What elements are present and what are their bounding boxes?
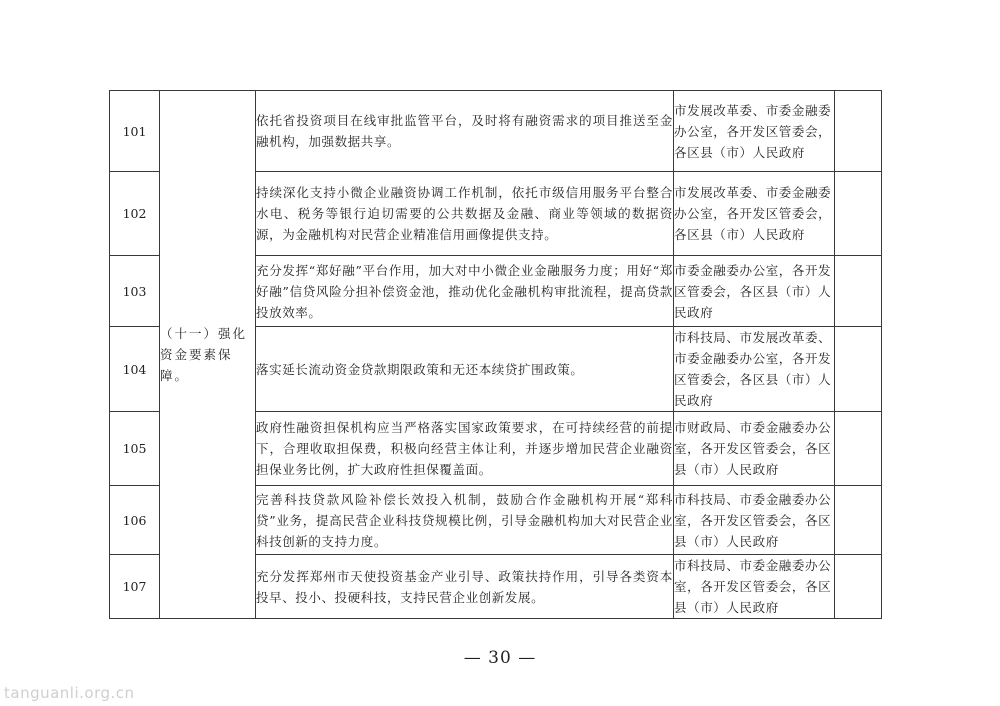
department-cell: 市委金融委办公室，各开发区管委会，各区县（市）人民政府 (674, 256, 835, 327)
task-cell: 完善科技贷款风险补偿长效投入机制，鼓励合作金融机构开展“郑科贷”业务，提高民营企业科技贷规模比例，引导金融机构加大对民营企业科技创新的支持力度。 (256, 486, 674, 555)
row-number: 101 (110, 91, 160, 172)
task-cell: 落实延长流动资金贷款期限政策和无还本续贷扩围政策。 (256, 327, 674, 412)
row-number: 102 (110, 172, 160, 256)
task-cell: 充分发挥郑州市天使投资基金产业引导、政策扶持作用，引导各类资本投早、投小、投硬科技，支持民营企业创新发展。 (256, 555, 674, 619)
page-number: — 30 — (463, 648, 537, 668)
watermark: tanguanli.org.cn (4, 684, 135, 702)
department-cell: 市发展改革委、市委金融委办公室，各开发区管委会，各区县（市）人民政府 (674, 172, 835, 256)
department-cell: 市发展改革委、市委金融委办公室，各开发区管委会，各区县（市）人民政府 (674, 91, 835, 172)
policy-table (109, 90, 882, 619)
category-cell: （十一）强化资金要素保障。 (160, 91, 256, 619)
task-cell: 依托省投资项目在线审批监管平台，及时将有融资需求的项目推送至金融机构，加强数据共享。 (256, 91, 674, 172)
note-cell (835, 327, 882, 412)
note-cell (835, 172, 882, 256)
row-number: 103 (110, 256, 160, 327)
department-cell: 市科技局、市发展改革委、市委金融委办公室，各开发区管委会，各区县（市）人民政府 (674, 327, 835, 412)
row-number: 107 (110, 555, 160, 619)
row-number: 105 (110, 412, 160, 486)
task-cell: 充分发挥“郑好融”平台作用，加大对中小微企业金融服务力度；用好“郑好融”信贷风险分担补偿资金池，推动优化金融机构审批流程，提高贷款投放效率。 (256, 256, 674, 327)
table-row (110, 91, 882, 172)
task-cell: 政府性融资担保机构应当严格落实国家政策要求，在可持续经营的前提下，合理收取担保费，积极向经营主体让利，并逐步增加民营企业融资担保业务比例，扩大政府性担保覆盖面。 (256, 412, 674, 486)
department-cell: 市科技局、市委金融委办公室，各开发区管委会，各区县（市）人民政府 (674, 555, 835, 619)
note-cell (835, 412, 882, 486)
department-cell: 市财政局、市委金融委办公室，各开发区管委会，各区县（市）人民政府 (674, 412, 835, 486)
department-cell: 市科技局、市委金融委办公室，各开发区管委会，各区县（市）人民政府 (674, 486, 835, 555)
note-cell (835, 486, 882, 555)
note-cell (835, 256, 882, 327)
note-cell (835, 91, 882, 172)
task-cell: 持续深化支持小微企业融资协调工作机制，依托市级信用服务平台整合水电、税务等银行迫切需要的公共数据及金融、商业等领域的数据资源，为金融机构对民营企业精准信用画像提供支持。 (256, 172, 674, 256)
row-number: 104 (110, 327, 160, 412)
row-number: 106 (110, 486, 160, 555)
note-cell (835, 555, 882, 619)
